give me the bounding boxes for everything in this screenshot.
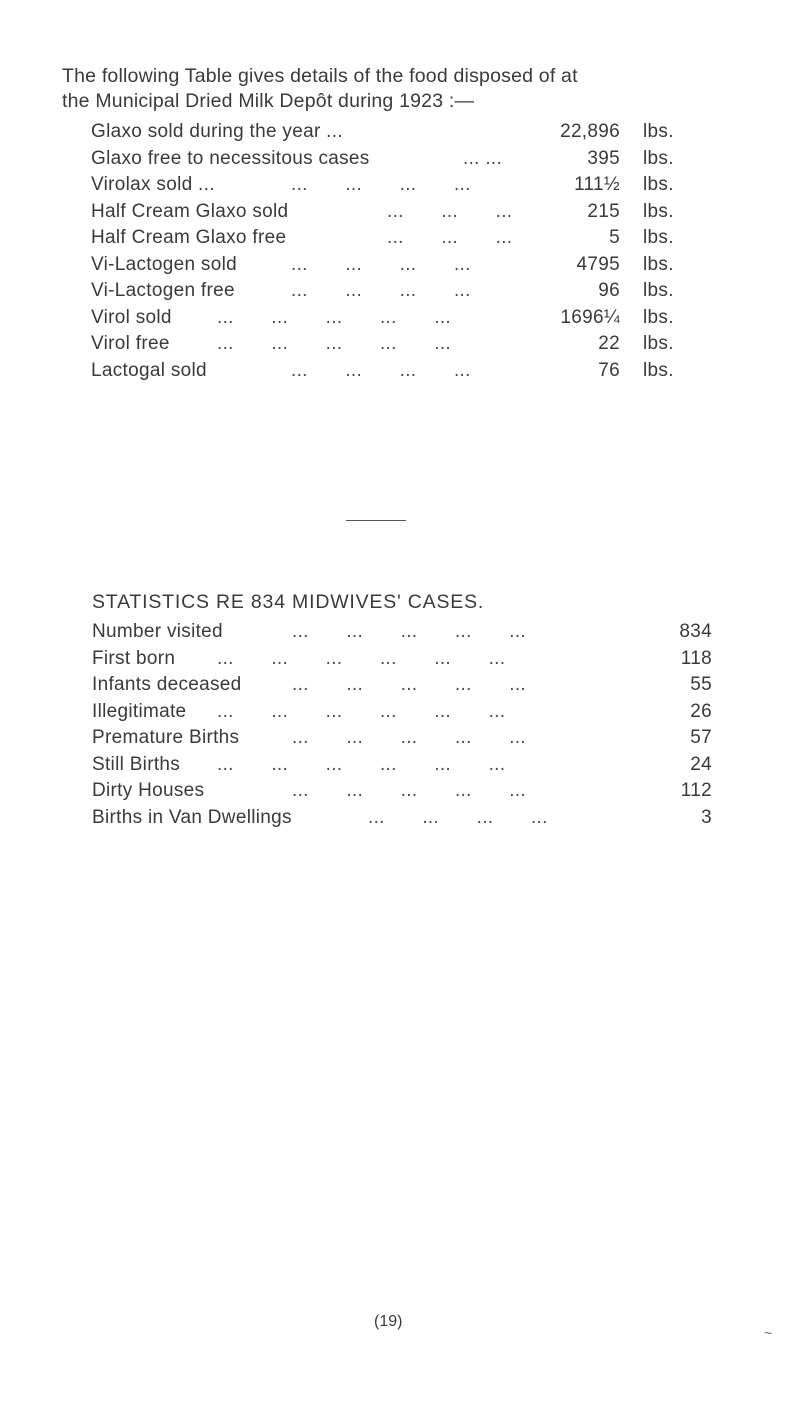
food-row [91, 360, 731, 387]
food-unit: lbs. [643, 333, 674, 354]
food-row [91, 307, 731, 334]
leader-dots: ... ... ... ... ... ... [217, 753, 506, 775]
statistic-label: First born [92, 647, 176, 669]
statistic-label: Births in Van Dwellings [92, 806, 292, 828]
food-row [91, 254, 731, 281]
statistic-value: 3 [701, 806, 712, 828]
food-unit: lbs. [643, 147, 674, 169]
leader-dots: ... ... ... ... [368, 806, 548, 828]
food-row [91, 280, 731, 307]
food-label: Glaxo free to necessitous cases [91, 147, 370, 169]
leader-dots: ... ... ... ... [291, 253, 471, 275]
food-quantity: 22 [598, 333, 620, 354]
leader-dots: ... ... ... ... [291, 359, 471, 381]
food-label: Vi-Lactogen free [91, 280, 235, 301]
leader-dots: ... ... ... ... ... [217, 333, 451, 354]
statistics-row [92, 807, 712, 834]
section-heading: STATISTICS RE 834 MIDWIVES' CASES. [92, 591, 485, 613]
food-quantity: 5 [609, 227, 620, 248]
food-unit: lbs. [643, 253, 674, 275]
leader-dots: ... ... ... ... ... ... [217, 647, 506, 669]
statistic-label: Dirty Houses [92, 780, 205, 801]
statistics-row [92, 701, 712, 728]
food-row [91, 201, 731, 228]
food-unit: lbs. [643, 306, 674, 328]
statistic-label: Infants deceased [92, 674, 242, 695]
statistics-row [92, 648, 712, 675]
food-unit: lbs. [643, 280, 674, 301]
leader-dots: ... ... ... ... ... [292, 727, 526, 748]
food-unit: lbs. [643, 200, 674, 222]
food-unit: lbs. [643, 121, 674, 142]
food-quantity: 1696¼ [560, 306, 620, 328]
food-label: Lactogal sold [91, 359, 207, 381]
statistic-value: 118 [680, 647, 712, 669]
statistics-row [92, 780, 712, 807]
food-label: Virol sold [91, 306, 172, 328]
leader-dots: ... ... ... ... ... ... [217, 700, 506, 722]
food-row [91, 121, 731, 148]
food-quantity: 96 [598, 280, 620, 301]
leader-dots: ... ... ... ... ... [292, 674, 526, 695]
food-unit: lbs. [643, 227, 674, 248]
food-unit: lbs. [643, 359, 674, 381]
food-label: Vi-Lactogen sold [91, 253, 237, 275]
intro-line-1: The following Table gives details of the food disposed of at [62, 65, 578, 87]
statistics-row [92, 674, 712, 701]
food-label: Half Cream Glaxo free [91, 227, 287, 248]
page-number: (19) [374, 1313, 403, 1330]
leader-dots: ... ... ... ... [291, 174, 471, 195]
statistic-value: 834 [679, 621, 712, 642]
statistic-value: 24 [690, 753, 712, 775]
leader-dots: ... ... ... ... ... [292, 780, 526, 801]
food-label: Glaxo sold during the year ... [91, 121, 343, 142]
intro-paragraph [62, 64, 752, 114]
statistics-row [92, 754, 712, 781]
food-quantity: 215 [587, 200, 620, 222]
food-label: Half Cream Glaxo sold [91, 200, 289, 222]
food-row [91, 227, 731, 254]
statistic-label: Illegitimate [92, 700, 187, 722]
leader-dots: ... ... ... [387, 227, 513, 248]
statistics-row [92, 727, 712, 754]
statistic-label: Still Births [92, 753, 181, 775]
food-disposed-table [91, 121, 731, 386]
food-row [91, 333, 731, 360]
food-quantity: 111½ [574, 174, 620, 195]
midwives-statistics-table [92, 621, 712, 833]
statistic-label: Premature Births [92, 727, 240, 748]
intro-line-2: the Municipal Dried Milk Depôt during 1923 :— [62, 90, 475, 112]
food-quantity: 4795 [576, 253, 620, 275]
food-row [91, 174, 731, 201]
food-unit: lbs. [643, 174, 674, 195]
leader-dots: ... ... ... ... [291, 280, 471, 301]
section-divider [346, 520, 406, 521]
statistic-label: Number visited [92, 621, 223, 642]
statistic-value: 55 [690, 674, 712, 695]
statistic-value: 57 [690, 727, 712, 748]
statistic-value: 112 [680, 780, 712, 801]
leader-dots: ... ... ... ... ... [292, 621, 526, 642]
leader-dots: ... ... ... [387, 200, 513, 222]
food-quantity: 22,896 [560, 121, 620, 142]
food-quantity: 395 [587, 147, 620, 169]
statistics-row [92, 621, 712, 648]
margin-mark: ~ [764, 1325, 773, 1341]
food-row [91, 148, 731, 175]
food-label: Virolax sold ... [91, 174, 215, 195]
leader-dots: ... ... [463, 147, 503, 169]
leader-dots: ... ... ... ... ... [217, 306, 451, 328]
food-quantity: 76 [598, 359, 620, 381]
food-label: Virol free [91, 333, 170, 354]
statistic-value: 26 [690, 700, 712, 722]
